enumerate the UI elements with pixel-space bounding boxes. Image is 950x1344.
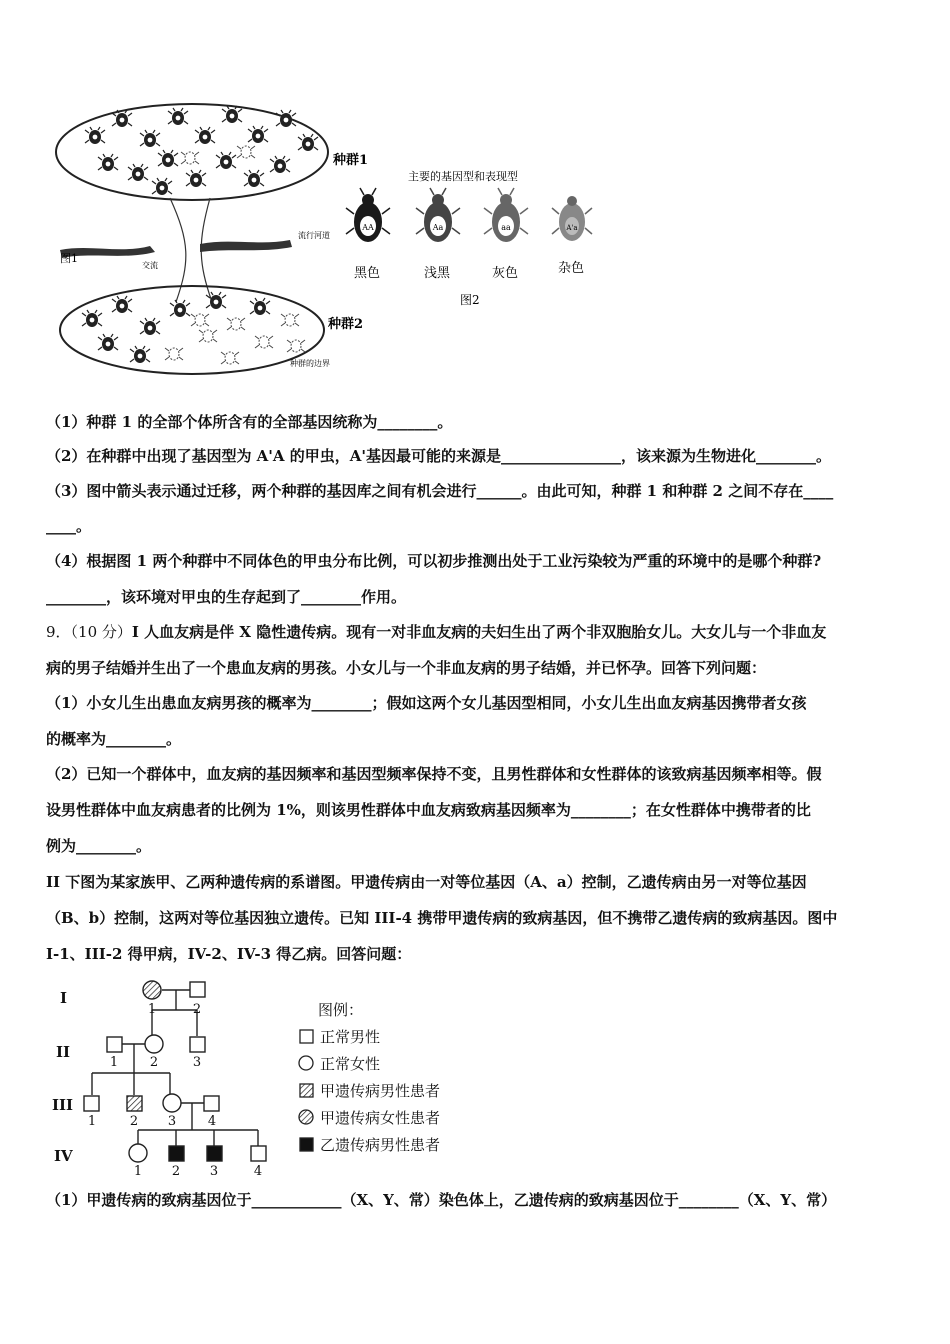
III-3-number: 3 [167,1114,177,1129]
pedigree-chart [40,975,500,1180]
beetle-gray [484,188,528,242]
q9-line-6: 设男性群体中血友病患者的比例为 1%，则该男性群体中血友病致病基因频率为________；在女性群体中携带者的比 [46,801,811,819]
q9-line-10: I-1、III-2 得甲病，IV-2、IV-3 得乙病。回答问题： [46,945,412,963]
legend-b-male: 乙遗传病男性患者 [320,1136,441,1154]
q9-line-9: （B、b）控制，这两对等位基因独立遗传。已知 III-4 携带甲遗传病的致病基因，但不携带乙遗传病的致病基因。图中 [46,909,838,927]
legend-normal-female: 正常女性 [320,1055,381,1073]
III-2-affected-male-a [127,1096,142,1111]
beetle-population-figure [50,92,610,382]
q8-line-1: （1）种群 1 的全部个体所含有的全部基因统称为________。 [46,413,453,431]
figure-2-title: 主要的基因型和表现型 [408,170,518,183]
q8-line-2: （2）在种群中出现了基因型为 A'A 的甲虫，A'基因最可能的来源是________________，该来源为生物进化________。 [46,447,831,465]
q8-line-5: （4）根据图 1 两个种群中不同体色的甲虫分布比例，可以初步推测出处于工业污染较为严重的环境中的是哪个种群? [46,552,822,570]
legend-a-male: 甲遗传病男性患者 [320,1082,441,1100]
exchange-label: 交流 [142,261,158,270]
IV-1-number: 1 [133,1164,143,1179]
phenotype-black: 黑色 [354,266,381,281]
q8-line-3: （3）图中箭头表示通过迁移，两个种群的基因库之间有机会进行______。由此可知，种群 1 和种群 2 之间不存在____ [46,482,834,500]
q9-line-2: 病的男子结婚并生出了一个患血友病的男孩。小女儿与一个非血友病的男子结婚，并已怀孕。回答下列问题： [46,659,767,677]
phenotype-light-black: 浅黑 [424,266,451,281]
generation-II: II [56,1043,71,1061]
q9-line-3: （1）小女儿生出患血友病男孩的概率为________；假如这两个女儿基因型相同，小女儿生出血友病基因携带者女孩 [46,694,807,712]
genotype-black: AA [362,223,374,232]
IV-1-normal-female [129,1144,147,1162]
legend-title: 图例： [318,1001,364,1019]
IV-2-number: 2 [171,1164,181,1179]
q8-line-6: ________，该环境对甲虫的生存起到了________作用。 [46,588,407,606]
II-2-normal-female [145,1035,163,1053]
III-1-number: 1 [87,1114,97,1129]
population-2-ellipse [60,286,324,374]
boundary-label: 种群的边界 [290,359,330,368]
q9-number: 9．（10 分） [46,623,132,641]
genotype-gray: aa [501,223,511,232]
river-label: 流行河道 [298,231,330,240]
q9-II-question-1: （1）甲遗传病的致病基因位于____________（X、Y、常）染色体上，乙遗传病的致病基因位于________（X、Y、常） [46,1191,837,1209]
generation-I: I [60,989,68,1007]
phenotype-mottled: 杂色 [558,261,585,276]
q9-line-7: 例为________。 [46,837,152,855]
IV-3-affected-male-b [207,1146,222,1161]
figure-2-label: 图2 [460,293,480,307]
III-3-normal-female [163,1094,181,1112]
genotype-light-black: Aa [432,223,444,232]
population-1-label: 种群1 [333,153,369,168]
legend-a-male-icon [300,1084,313,1097]
generation-III: III [52,1096,74,1114]
IV-4-number: 4 [253,1164,263,1179]
II-1-normal-male [107,1037,122,1052]
q9-line-5: （2）已知一个群体中，血友病的基因频率和基因型频率保持不变，且男性群体和女性群体的该致病基因频率相等。假 [46,765,822,783]
III-4-number: 4 [207,1114,217,1129]
q9-line-8: II 下图为某家族甲、乙两种遗传病的系谱图。甲遗传病由一对等位基因（A、a）控制，乙遗传病由另一对等位基因 [46,873,807,891]
legend-a-female-icon [299,1110,313,1124]
q9-first-line: I 人血友病是伴 X 隐性遗传病。现有一对非血友病的夫妇生出了两个非双胞胎女儿。大女儿与一个非血友 [131,623,827,641]
population-2-label: 种群2 [328,317,364,332]
IV-4-normal-male [251,1146,266,1161]
IV-3-number: 3 [209,1164,219,1179]
beetle-mottled [552,196,592,241]
II-2-number: 2 [149,1055,159,1070]
figure-1-label: 图1 [60,252,78,265]
I-2-number: 2 [192,1002,202,1017]
III-1-normal-male [84,1096,99,1111]
legend-a-female: 甲遗传病女性患者 [320,1109,441,1127]
q8-line-4: ____。 [46,517,92,535]
legend-b-male-icon [300,1138,313,1151]
legend-normal-female-icon [299,1056,313,1070]
legend-normal-male: 正常男性 [320,1028,381,1046]
phenotype-gray: 灰色 [492,266,519,281]
generation-IV: IV [54,1147,73,1165]
I-1-number: 1 [147,1002,157,1017]
II-3-number: 3 [192,1055,202,1070]
q9-line-4: 的概率为________。 [46,730,182,748]
legend-normal-male-icon [300,1030,313,1043]
q9-line-1 [46,622,826,642]
II-1-number: 1 [109,1055,119,1070]
beetle-light-black [416,188,460,242]
III-4-normal-male [204,1096,219,1111]
IV-2-affected-male-b [169,1146,184,1161]
I-2-normal-male [190,982,205,997]
II-3-normal-male [190,1037,205,1052]
I-1-affected-female [143,981,161,999]
III-2-number: 2 [129,1114,139,1129]
genotype-mottled: A'a [566,224,578,232]
beetle-black [346,188,390,242]
